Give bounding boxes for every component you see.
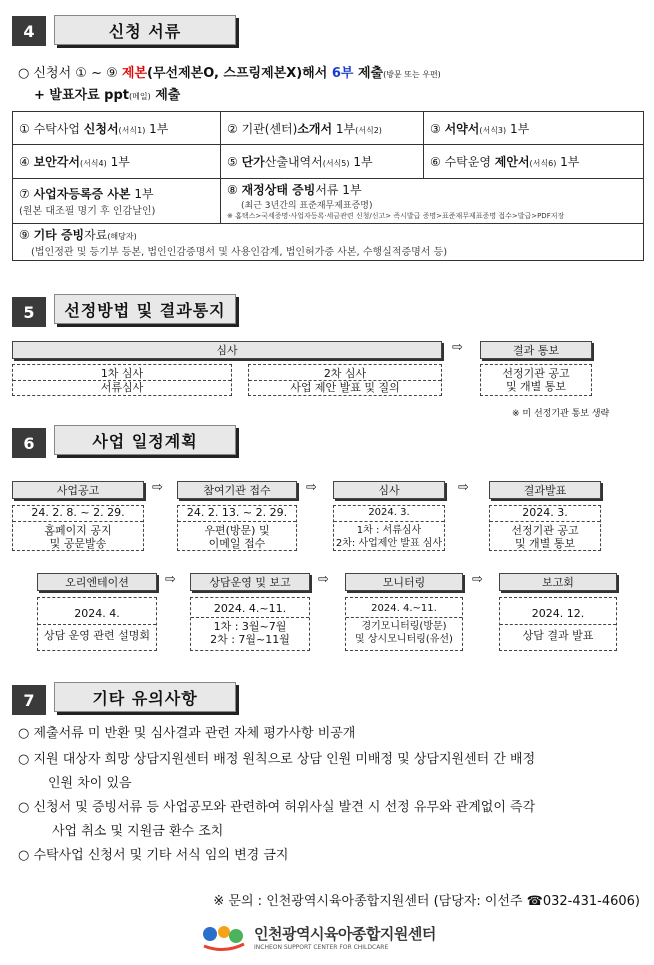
arrow-icon: ⇨ (458, 480, 469, 495)
schedule-step-label: 보고회 (499, 573, 617, 591)
section-5-number: 5 (12, 297, 46, 327)
doc-3: ③ 서약서(서식3) 1부 (424, 112, 644, 145)
presentation-instruction: + 발표자료 ppt(메일) 제출 (34, 88, 181, 103)
schedule-step-label: 참여기관 접수 (177, 481, 297, 499)
schedule-step-label: 오리엔테이션 (37, 573, 157, 591)
arrow-icon: ⇨ (165, 572, 176, 587)
section-5-title: 선정방법 및 결과통지 (54, 294, 236, 324)
review-stage-1: 1차 심사 서류심사 (12, 364, 232, 396)
arrow-icon: ⇨ (306, 480, 317, 495)
result-header: 결과 통보 (480, 341, 592, 359)
section-7-number: 7 (12, 685, 46, 715)
section-6-number: 6 (12, 428, 46, 458)
schedule-step-detail: 24. 2. 8. ~ 2. 29. 홈페이지 공지 및 공문발송 (12, 505, 144, 551)
doc-4: ④ 보안각서(서식4) 1부 (13, 145, 221, 179)
arrow-icon: ⇨ (152, 480, 163, 495)
section-4-title: 신청 서류 (54, 15, 236, 45)
result-note: ※ 미 선정기관 통보 생략 (512, 409, 610, 419)
notice-item-cont: 사업 취소 및 지원금 환수 조치 (52, 824, 224, 839)
schedule-step-detail: 2024. 12. 상담 결과 발표 (499, 597, 617, 651)
doc-7: ⑦ 사업자등록증 사본 1부 (원본 대조필 명기 후 인감날인) (13, 179, 221, 224)
schedule-step-detail: 2024. 4.~11. 1차 : 3월~7월 2차 : 7월~11월 (190, 597, 310, 651)
schedule-step-label: 사업공고 (12, 481, 144, 499)
schedule-step-detail: 2024. 4.~11. 경기모니터링(방문) 및 상시모니터링(유선) (345, 597, 463, 651)
notice-item: ○ 수탁사업 신청서 및 기타 서식 임의 변경 금지 (18, 848, 289, 863)
logo-name-en: INCHEON SUPPORT CENTER FOR CHILDCARE (254, 944, 389, 951)
schedule-step-label: 결과발표 (489, 481, 601, 499)
doc-8: ⑧ 재정상태 증빙서류 1부 (최근 3년간의 표준재무제표증명) ※ 홈택스>국세증명·사업자등록·세금관련 신청/신고> 즉시발급 증명>표준재무제표증명 접수>발급>PDF저장 (221, 179, 644, 224)
doc-5: ⑤ 단가산출내역서(서식5) 1부 (221, 145, 424, 179)
doc-2: ② 기관(센터)소개서 1부(서식2) (221, 112, 424, 145)
documents-table (12, 111, 644, 261)
review-header: 심사 (12, 341, 442, 359)
schedule-step-detail: 2024. 3. 1차 : 서류심사 2차: 사업제안 발표 심사 (333, 505, 445, 551)
submission-instruction: ○ 신청서 ① ~ ⑨ 제본(무선제본O, 스프링제본X)해서 6부 제출(방문 또는 우편) (18, 66, 441, 81)
schedule-step-label: 심사 (333, 481, 445, 499)
contact-info: ※ 문의 : 인천광역시육아종합지원센터 (담당자: 이선주 ☎032-431-4606) (213, 894, 640, 909)
notice-item: ○ 지원 대상자 희망 상담지원센터 배정 원칙으로 상담 인원 미배정 및 상담지원센터 간 배정 (18, 752, 536, 767)
arrow-icon: ⇨ (472, 572, 483, 587)
section-4-number: 4 (12, 16, 46, 46)
logo-mark-icon (200, 922, 248, 952)
doc-9: ⑨ 기타 증빙자료(해당자) (법인정관 및 등기부 등본, 법인인감증명서 및 사용인감계, 법인허가증 사본, 수행실적증명서 등) (13, 224, 644, 261)
schedule-step-detail: 24. 2. 13. ~ 2. 29. 우편(방문) 및 이메일 접수 (177, 505, 297, 551)
notice-item: ○ 제출서류 미 반환 및 심사결과 관련 자체 평가사항 비공개 (18, 726, 356, 741)
schedule-step-detail: 2024. 3. 선정기관 공고 및 개별 통보 (489, 505, 601, 551)
schedule-step-label: 상담운영 및 보고 (190, 573, 310, 591)
schedule-step-label: 모니터링 (345, 573, 463, 591)
center-logo (200, 922, 436, 952)
result-notice: 선정기관 공고 및 개별 통보 (480, 364, 592, 396)
section-6-title: 사업 일정계획 (54, 425, 236, 455)
doc-6: ⑥ 수탁운영 제안서(서식6) 1부 (424, 145, 644, 179)
notice-item-cont: 인원 차이 있음 (48, 776, 132, 791)
arrow-icon: ⇨ (452, 340, 463, 355)
review-stage-2: 2차 심사 사업 제안 발표 및 질의 (248, 364, 442, 396)
section-7-title: 기타 유의사항 (54, 682, 236, 712)
arrow-icon: ⇨ (318, 572, 329, 587)
logo-name-ko: 인천광역시육아종합지원센터 (254, 925, 436, 943)
schedule-step-detail: 2024. 4. 상담 운영 관련 설명회 (37, 597, 157, 651)
doc-1: ① 수탁사업 신청서(서식1) 1부 (13, 112, 221, 145)
notice-item: ○ 신청서 및 증빙서류 등 사업공모와 관련하여 허위사실 발견 시 선정 유무와 관계없이 즉각 (18, 800, 536, 815)
